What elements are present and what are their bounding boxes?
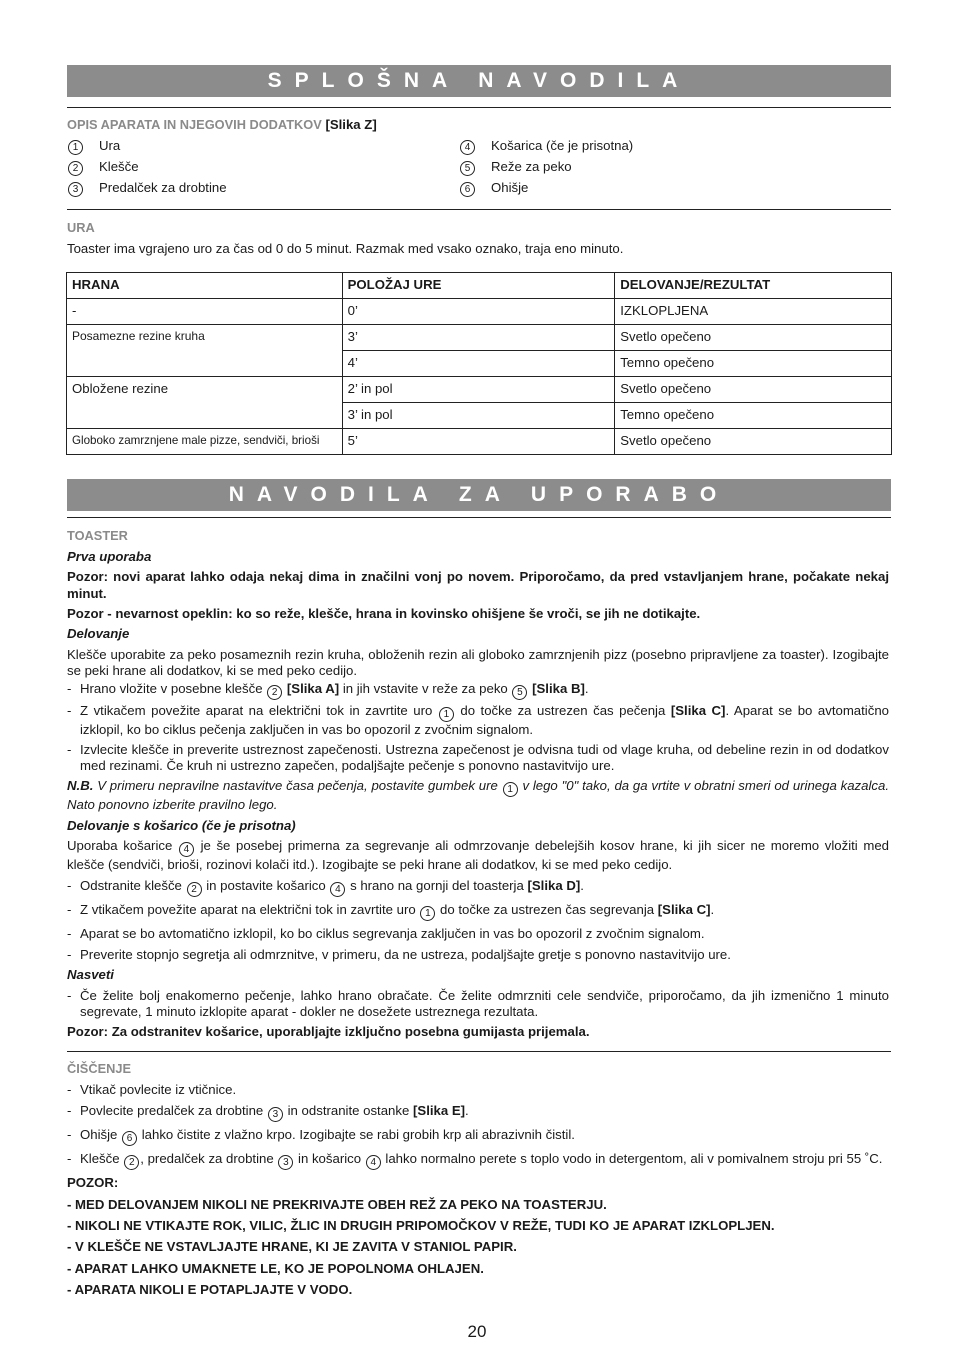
table-row: 3’ in pol Temno opečeno bbox=[67, 403, 892, 429]
caution-item: - APARAT LAHKO UMAKNETE LE, KO JE POPOLNOMA OHLAJEN. bbox=[67, 1260, 484, 1276]
table-row: Posamezne rezine kruha 3’ Svetlo opečeno bbox=[67, 325, 892, 351]
basket-text: Uporaba košarice 4 je še posebej primerna za segrevanje ali odmrzovanje debelejših kosov hrane, ki jih sicer ne moremo vložiti med klešče (sendviči, brioši, rozinovi kolači itd.). Izogibajte se peki hrane ali dodatkov, ki se med peko cedijo. bbox=[67, 838, 889, 873]
part-item: 5 Reže za peko bbox=[459, 157, 889, 176]
list-item: - Ohišje 6 lahko čistite z vlažno krpo. Izogibajte se rabi grobih krp ali abrazivnih čistil. bbox=[67, 1127, 575, 1145]
basket-heading: Delovanje s košarico (če je prisotna) bbox=[67, 817, 296, 833]
clock-section bbox=[67, 220, 889, 257]
part-item: 1 Ura bbox=[67, 136, 459, 155]
operation-heading: Delovanje bbox=[67, 626, 130, 642]
parts-list bbox=[67, 136, 889, 197]
part-item: 2 Klešče bbox=[67, 157, 459, 176]
note: N.B. V primeru nepravilne nastavitve časa pečenja, postavite gumbek ure 1 v lego "0" tako, da ga vrtite v obratni smeri od urinega kazalca. Nato ponovno izberite pravilno lego. bbox=[67, 778, 889, 813]
warning-basket: Pozor: Za odstranitev košarice, uporabljajte izključno posebna gumijasta prijemala. bbox=[67, 1024, 590, 1040]
first-use-heading: Prva uporaba bbox=[67, 548, 152, 564]
warning-burns: Pozor - nevarnost opeklin: ko so reže, klešče, hrana in kovinsko ohišjene še vroči, se jih ne dotikajte. bbox=[67, 605, 701, 621]
table-row: 4’ Temno opečeno bbox=[67, 351, 892, 377]
table-header bbox=[67, 273, 892, 299]
list-item: - Vtikač povlecite iz vtičnice. bbox=[67, 1081, 237, 1097]
list-item: - Izvlecite klešče in preverite ustreznost zapečenosti. Ustrezna zapečenost je odvisna tudi od vlage kruha, od debeline rezin in od dodatkov med rezinami. Če kruh ni ustrezno zapečen, podaljšajte pečenje s ponovno nastavitvijo ure. bbox=[67, 741, 889, 774]
part-item: 6 Ohišje bbox=[459, 178, 889, 197]
part-item: 3 Predalček za drobtine bbox=[67, 178, 459, 197]
warning-smoke: Pozor: novi aparat lahko odaja nekaj dima in značilni vonj po novem. Priporočamo, da pred vstavljanjem hrane, počakate nekaj minut. bbox=[67, 569, 889, 601]
usage-section bbox=[67, 528, 889, 1041]
list-item: - Klešče 2 , predalček za drobtine 3 in košarico 4 lahko normalno perete s toplo vodo in detergentom, ali v pomivalnem stroju pri 55 ˚C. bbox=[67, 1151, 883, 1169]
caution-item: - NIKOLI NE VTIKAJTE ROK, VILIC, ŽLIC IN DRUGIH PRIPOMOČKOV V REŽE, TUDI KO JE APARAT IZKLOPLJEN. bbox=[67, 1217, 775, 1233]
col-header: DELOVANJE/REZULTAT bbox=[615, 273, 892, 299]
caution-item: - APARATA NIKOLI E POTAPLJAJTE V VODO. bbox=[67, 1282, 353, 1298]
list-item: - Z vtikačem povežite aparat na električni tok in zavrtite uro 1 do točke za ustrezen čas pečenja [Slika C]. Aparat se bo avtomatično izklopil, ko bo ciklus pečenja zaključen in vas bo opozoril z zvočnim signalom. bbox=[67, 703, 889, 738]
section-title-general: SPLOŠNA NAVODILA bbox=[67, 65, 891, 97]
section-title-usage: NAVODILA ZA UPORABO bbox=[67, 479, 891, 511]
list-item: - Če želite bolj enakomerno pečenje, lahko hrano obračate. Če želite odmrzniti cele sendviče, priporočamo, da jih izmenično 1 minuto segrevate, 1 minuto izklopite aparat - dokler ne dosežete ustreznega rezultata. bbox=[67, 987, 889, 1019]
list-item: - Povlecite predalček za drobtine 3 in odstranite ostanke [Slika E]. bbox=[67, 1103, 469, 1121]
clock-text: Toaster ima vgrajeno uro za čas od 0 do 5 minut. Razmak med vsako oznako, traja eno minuto. bbox=[67, 240, 624, 256]
toaster-heading: TOASTER bbox=[67, 528, 128, 543]
page-number: 20 bbox=[467, 1322, 487, 1341]
list-item: - Aparat se bo avtomatično izklopil, ko bo ciklus segrevanja zaključen in vas bo opozoril z zvočnim signalom. bbox=[67, 925, 705, 941]
col-header: POLOŽAJ URE bbox=[342, 273, 615, 299]
list-item: - Odstranite klešče 2 in postavite košarico 4 s hrano na gornji del toasterja [Slika D]. bbox=[67, 877, 584, 895]
divider bbox=[67, 107, 891, 108]
divider bbox=[67, 517, 891, 518]
table-row: Globoko zamrznjene male pizze, sendviči, brioši 5’ Svetlo opečeno bbox=[67, 429, 892, 455]
list-item: - Hrano vložite v posebne klešče 2 [Slika A] in jih vstavite v reže za peko 5 [Slika B]. bbox=[67, 681, 589, 699]
caution-heading: POZOR: bbox=[67, 1175, 119, 1191]
parts-description bbox=[67, 117, 889, 197]
parts-ref: [Slika Z] bbox=[325, 117, 377, 132]
operation-text: Klešče uporabite za peko posameznih rezin kruha, obloženih rezin ali globoko zamrznjenih pizz (posebno pripravljene za toaster). Izogibajte se peki hrane ali dodatkov, ki se med peko cedijo. bbox=[67, 646, 889, 679]
tips-heading: Nasveti bbox=[67, 967, 114, 983]
cleaning-heading: ČIŠČENJE bbox=[67, 1061, 132, 1076]
list-item: - Z vtikačem povežite aparat na električni tok in zavrtite uro 1 do točke za ustrezen čas segrevanja [Slika C]. bbox=[67, 901, 715, 919]
part-item: 4 Košarica (če je prisotna) bbox=[459, 136, 889, 155]
table-row: - 0’ IZKLOPLJENA bbox=[67, 299, 892, 325]
clock-heading: URA bbox=[67, 220, 95, 235]
cleaning-section bbox=[67, 1061, 889, 1298]
toasting-table bbox=[66, 272, 892, 455]
list-item: - Preverite stopnjo segretja ali odmrznitve, v primeru, da ne ustreza, podaljšajte gretje s ponovno nastavitvijo ure. bbox=[67, 946, 731, 962]
divider bbox=[67, 209, 891, 210]
caution-item: - V KLEŠČE NE VSTAVLJAJTE HRANE, KI JE ZAVITA V STANIOL PAPIR. bbox=[67, 1239, 517, 1255]
caution-item: - MED DELOVANJEM NIKOLI NE PREKRIVAJTE OBEH REŽ ZA PEKO NA TOASTERJU. bbox=[67, 1196, 607, 1212]
parts-heading: OPIS APARATA IN NJEGOVIH DODATKOV bbox=[67, 117, 322, 132]
divider bbox=[67, 1051, 891, 1052]
col-header: HRANA bbox=[67, 273, 343, 299]
table-row: Obložene rezine 2’ in pol Svetlo opečeno bbox=[67, 377, 892, 403]
